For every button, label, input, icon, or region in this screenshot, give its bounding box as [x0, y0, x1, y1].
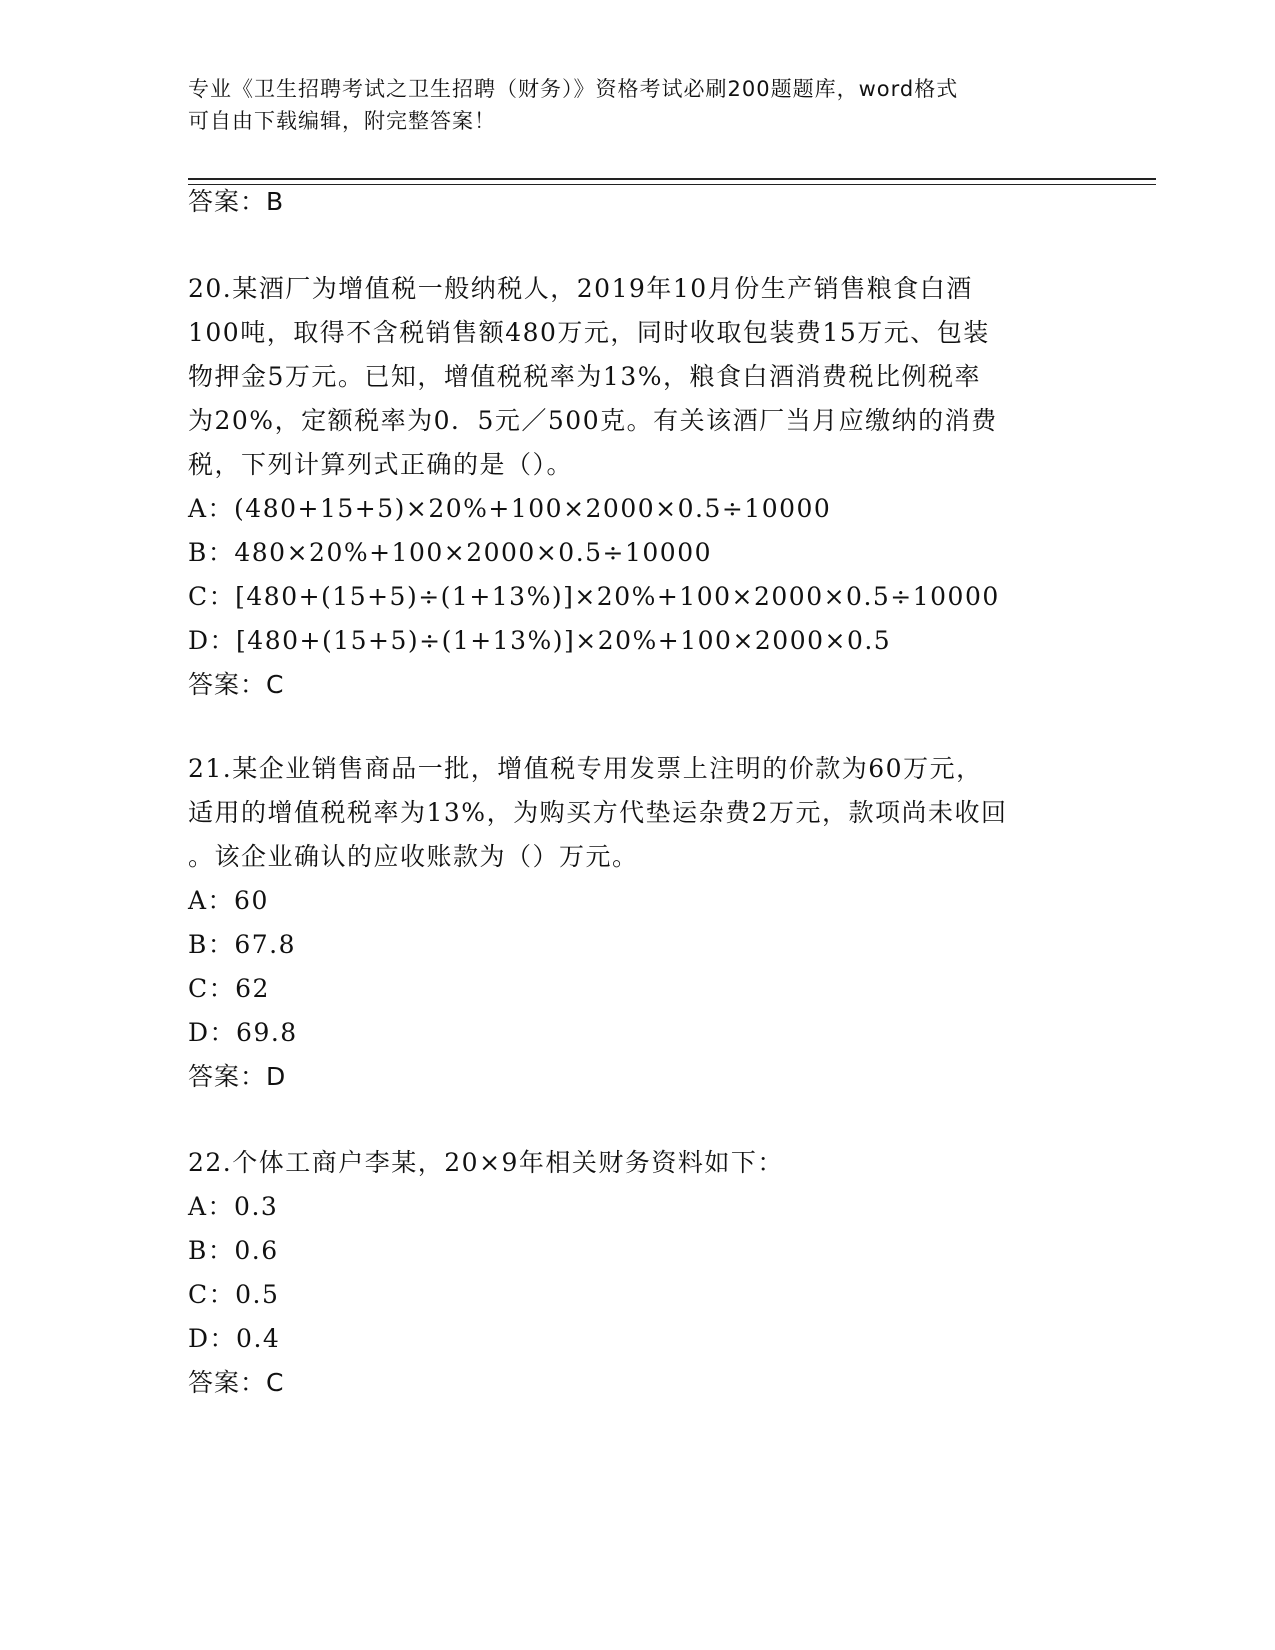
q22-answer: 答案：C [188, 1368, 285, 1397]
q21-option-b: B：67.8 [188, 930, 297, 959]
q20-option-a: A：(480+15+5)×20%+100×2000×0.5÷10000 [188, 494, 832, 523]
document-header [188, 73, 1088, 137]
q20-stem-line-2: 100吨，取得不含税销售额480万元，同时收取包装费15万元、包装 [188, 318, 990, 347]
header-rule-thin [188, 184, 1156, 185]
q21-option-c: C：62 [188, 974, 270, 1003]
header-line-2: 可自由下载编辑，附完整答案！ [188, 109, 496, 133]
q20-answer: 答案：C [188, 670, 285, 699]
q20-option-d: D：[480+(15+5)÷(1+13%)]×20%+100×2000×0.5 [188, 626, 892, 655]
q20-option-b: B：480×20%+100×2000×0.5÷10000 [188, 538, 713, 567]
q20-stem-line-1: 20.某酒厂为增值税一般纳税人，2019年10月份生产销售粮食白酒 [188, 274, 973, 303]
q22-option-c: C：0.5 [188, 1280, 280, 1309]
q21-stem-line-1: 21.某企业销售商品一批，增值税专用发票上注明的价款为60万元， [188, 754, 983, 783]
q22-option-d: D：0.4 [188, 1324, 281, 1353]
q21-stem-line-3: 。该企业确认的应收账款为（）万元。 [188, 842, 639, 871]
previous-answer: 答案：B [188, 187, 285, 216]
q20-stem-line-3: 物押金5万元。已知，增值税税率为13%，粮食白酒消费税比例税率 [188, 362, 981, 391]
q20-stem-line-4: 为20%，定额税率为0．5元／500克。有关该酒厂当月应缴纳的消费 [188, 406, 998, 435]
q22-stem-line-1: 22.个体工商户李某，20×9年相关财务资料如下： [188, 1148, 784, 1177]
header-rule-thick [188, 178, 1156, 180]
q21-option-a: A：60 [188, 886, 269, 915]
q22-option-b: B：0.6 [188, 1236, 279, 1265]
q21-answer: 答案：D [188, 1062, 287, 1091]
q20-stem-line-5: 税，下列计算列式正确的是（）。 [188, 450, 574, 479]
q20-option-c: C：[480+(15+5)÷(1+13%)]×20%+100×2000×0.5÷10000 [188, 582, 1000, 611]
q22-option-a: A：0.3 [188, 1192, 279, 1221]
q21-option-d: D：69.8 [188, 1018, 298, 1047]
q21-stem-line-2: 适用的增值税税率为13%，为购买方代垫运杂费2万元，款项尚未收回 [188, 798, 1008, 827]
header-line-1: 专业《卫生招聘考试之卫生招聘（财务）》资格考试必刷200题题库，word格式 [188, 77, 959, 101]
